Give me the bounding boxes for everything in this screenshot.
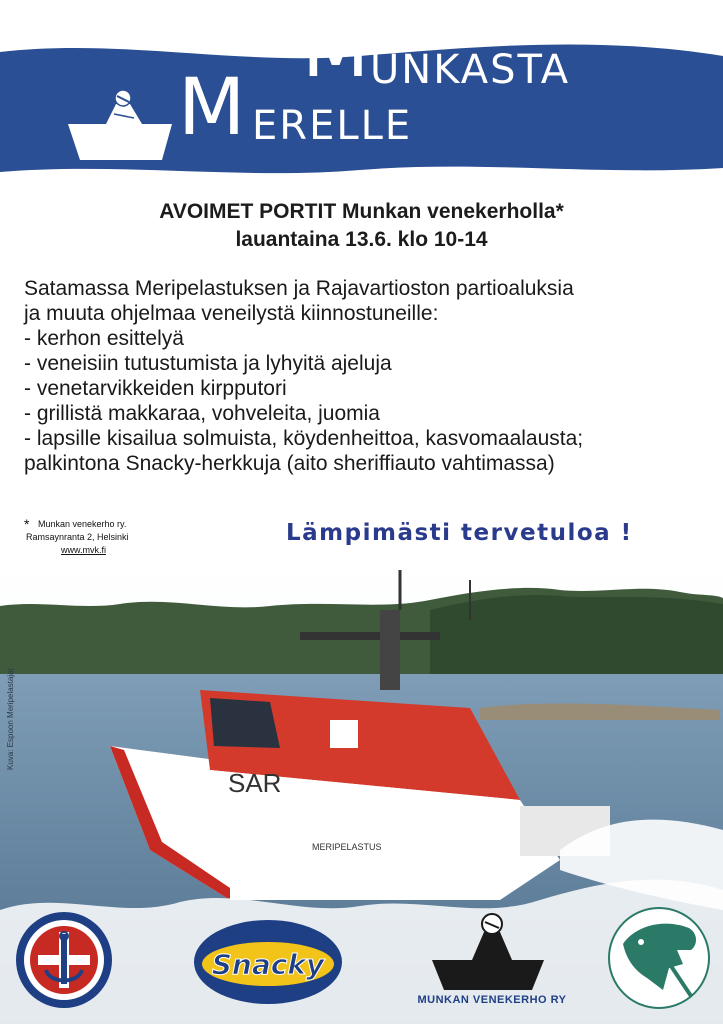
snacky-text: Snacky <box>211 948 325 981</box>
title-line2-rest: ERELLE <box>252 103 413 149</box>
footnote-star: * <box>24 516 30 532</box>
snacky-logo <box>192 918 344 1006</box>
boat-sar-text: SAR <box>228 768 282 798</box>
program-line: palkintona Snacky-herkkuja (aito sheriffiauto vahtimassa) <box>24 452 555 475</box>
sea-rescue-anchor-icon <box>14 910 114 1010</box>
club-address-footnote <box>24 518 129 557</box>
event-headline-line2: lauantaina 13.6. klo 10-14 <box>235 228 488 251</box>
program-line: - grillistä makkaraa, vohveleita, juomia <box>24 402 380 425</box>
scout-emblem-icon <box>607 906 711 1010</box>
club-name-label: MUNKAN VENEKERHO RY <box>417 994 567 1006</box>
program-description <box>24 276 714 476</box>
footnote-url-link[interactable]: www.mvk.fi <box>61 545 106 555</box>
photo-credit: Kuva: Espoon Meripelastajat <box>6 668 15 770</box>
program-line: Satamassa Meripelastuksen ja Rajavartioston partioaluksia <box>24 277 574 300</box>
program-line: - lapsille kisailua solmuista, köydenheittoa, kasvomaalausta; <box>24 427 584 450</box>
welcome-text: Lämpimästi tervetuloa ! <box>286 520 633 546</box>
program-line: - venetarvikkeiden kirpputori <box>24 377 287 400</box>
club-boat-logo <box>430 912 546 992</box>
header-banner <box>0 0 723 185</box>
program-line: - veneisiin tutustumista ja lyhyitä ajeluja <box>24 352 392 375</box>
title-letter-m2-big: M <box>178 63 248 153</box>
monk-boat-icon <box>66 88 174 168</box>
event-headline-line1: AVOIMET PORTIT Munkan venekerholla* <box>159 200 564 223</box>
title-letter-m-big: M <box>302 5 372 95</box>
program-line: ja muuta ohjelmaa veneilystä kiinnostuneille: <box>24 302 439 325</box>
footnote-address: Ramsaynranta 2, Helsinki <box>26 532 129 542</box>
title-line1-rest: UNKASTA <box>370 47 571 93</box>
program-line: - kerhon esittelyä <box>24 327 184 350</box>
footnote-club-name: Munkan venekerho ry. <box>37 519 127 529</box>
boat-side-text: MERIPELASTUS <box>312 842 382 852</box>
